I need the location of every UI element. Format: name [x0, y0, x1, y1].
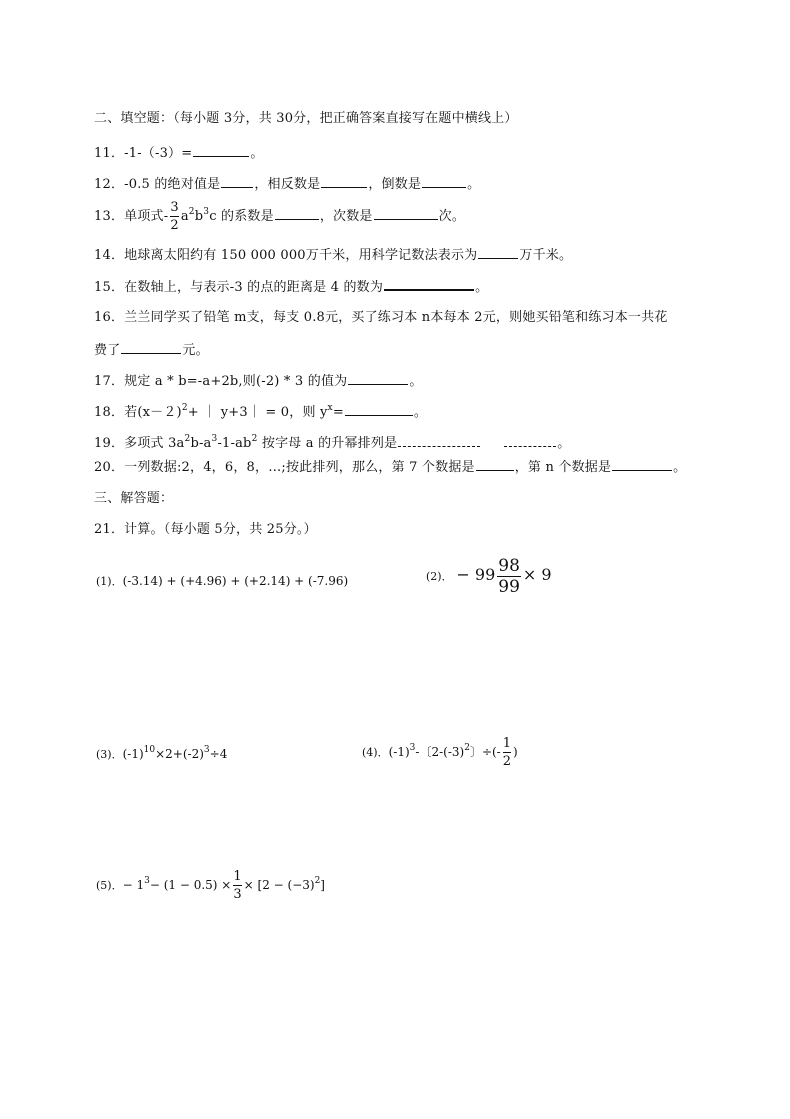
q13-e: ，次数是 — [319, 209, 373, 224]
answer-blank[interactable] — [193, 143, 249, 157]
problem-label: (3)． — [96, 748, 123, 761]
answer-blank[interactable] — [612, 457, 672, 471]
exponent: 2 — [184, 434, 191, 444]
q19-c: -1-ab — [217, 436, 252, 451]
question-15 — [94, 276, 488, 297]
exponent: 2 — [314, 876, 321, 886]
fraction-denominator: 99 — [498, 577, 520, 597]
answer-blank[interactable] — [345, 402, 413, 416]
problem-expression: (-3.14) + (+4.96) + (+2.14) + (-7.96) — [122, 574, 349, 588]
p4-d: ) — [513, 745, 518, 759]
problem-label: (2)． — [426, 570, 453, 583]
answer-blank[interactable] — [374, 206, 438, 220]
exponent: 2 — [464, 743, 470, 753]
exponent: 2 — [251, 434, 258, 444]
q13-end: 次。 — [438, 209, 466, 224]
question-17 — [94, 371, 423, 391]
question-16-line1: 16．兰兰同学买了铅笔 m支，每支 0.8元，买了练习本 n本每本 2元，则她买铅笔和练习本一共花 — [94, 310, 668, 325]
q13-d: c 的系数是 — [209, 209, 274, 224]
fraction-numerator: 3 — [170, 200, 179, 215]
p4-c: 〕÷(- — [469, 745, 501, 759]
q19-end: 。 — [557, 436, 571, 451]
answer-blank[interactable] — [348, 371, 408, 385]
q18-end: 。 — [413, 405, 428, 420]
q20-a: 20．一列数据:2，4，6，8，…;按此排列，那么，第 7 个数据是 — [94, 460, 475, 475]
q11-text: 11．-1-（-3）= — [94, 146, 193, 161]
answer-blank[interactable] — [398, 433, 480, 447]
q12-a: 12．-0.5 的绝对值是 — [94, 177, 221, 192]
coefficient-fraction — [170, 199, 178, 234]
answer-blank[interactable] — [384, 276, 474, 291]
p2-whole: − 99 — [456, 565, 496, 584]
p4-b: -〔2-(-3) — [415, 745, 465, 759]
fraction-numerator: 98 — [498, 556, 520, 576]
problem-4 — [362, 735, 518, 770]
answer-blank[interactable] — [275, 206, 319, 220]
fraction-denominator: 3 — [233, 887, 242, 902]
p2-multiplier: × 9 — [522, 565, 552, 584]
question-13 — [94, 199, 465, 234]
exponent: 3 — [203, 745, 210, 755]
p4-fraction — [503, 735, 511, 770]
p5-a: − 1 — [122, 878, 145, 892]
q18-a: 18．若(x－２) — [94, 405, 182, 420]
q17-a: 17．规定 a * b=-a+2b,则(-2) * 3 的值为 — [94, 374, 348, 389]
section2-heading: 二、填空题：（每小题 3分，共 30分，把正确答案直接写在题中横线上） — [94, 111, 518, 126]
q13-c: b — [194, 209, 204, 224]
p5-d: ] — [320, 878, 325, 892]
p2-fraction — [497, 556, 521, 597]
q16-end: 元。 — [182, 343, 209, 358]
question-11 — [94, 143, 264, 163]
q11-end: 。 — [250, 146, 264, 161]
p3-b: ×2+(-2) — [155, 747, 204, 761]
question-12 — [94, 174, 480, 194]
q18-c: = — [332, 405, 344, 420]
p5-b: − (1 − 0.5) × — [149, 878, 232, 892]
q12-c: ，倒数是 — [368, 177, 422, 192]
question-18 — [94, 402, 427, 422]
q19-d: 按字母 a 的升幂排列是 — [257, 436, 398, 451]
q20-end: 。 — [673, 460, 687, 475]
q20-b: ，第 n 个数据是 — [514, 460, 612, 475]
p4-a: (-1) — [388, 745, 410, 759]
problem-5 — [96, 868, 325, 903]
problem-3 — [96, 745, 227, 764]
q12-end: 。 — [467, 177, 481, 192]
q16-line2a: 费了 — [94, 343, 121, 358]
q15-a: 15．在数轴上，与表示-3 的点的距离是 4 的数为 — [94, 280, 384, 295]
exponent: 3 — [211, 434, 218, 444]
question-20 — [94, 457, 686, 477]
answer-blank[interactable] — [504, 433, 556, 447]
p3-c: ÷4 — [209, 747, 228, 761]
p3-a: (-1) — [122, 747, 144, 761]
answer-blank[interactable] — [321, 174, 367, 188]
q19-b: b-a — [190, 436, 212, 451]
exponent: 3 — [409, 743, 416, 753]
question-16-line2 — [94, 340, 209, 360]
q13-b: a — [180, 209, 189, 224]
fraction-numerator: 1 — [233, 869, 242, 884]
p5-c: × [2 − (−3) — [243, 878, 315, 892]
q14-end: 万千米。 — [519, 248, 573, 263]
answer-blank[interactable] — [121, 340, 181, 354]
question-19 — [94, 433, 570, 453]
question-21: 21．计算。（每小题 5分，共 25分。） — [94, 522, 317, 537]
p5-fraction — [233, 868, 241, 903]
exponent: 10 — [143, 745, 156, 755]
problem-label: (5)． — [96, 879, 123, 892]
q15-end: 。 — [475, 280, 489, 295]
q17-end: 。 — [409, 374, 423, 389]
answer-blank[interactable] — [478, 245, 518, 259]
question-14 — [94, 245, 572, 265]
problem-label: (4)． — [362, 746, 389, 759]
q18-b: + ｜ y+3｜ = 0，则 y — [187, 405, 328, 420]
fraction-denominator: 2 — [170, 218, 179, 233]
q13-a: 13．单项式- — [94, 209, 169, 224]
problem-1 — [96, 572, 348, 591]
exponent: 3 — [144, 876, 150, 886]
answer-blank[interactable] — [476, 457, 514, 471]
q12-b: ，相反数是 — [254, 177, 321, 192]
q19-a: 19．多项式 3a — [94, 436, 185, 451]
exponent: 2 — [188, 207, 195, 217]
problem-2 — [426, 556, 552, 597]
exponent: x — [327, 403, 333, 413]
answer-blank[interactable] — [422, 174, 466, 188]
answer-blank[interactable] — [221, 174, 253, 188]
exponent: 2 — [181, 403, 188, 413]
fraction-numerator: 1 — [502, 736, 512, 751]
section3-heading: 三、解答题： — [94, 491, 174, 506]
fraction-denominator: 2 — [502, 754, 512, 769]
problem-label: (1)． — [96, 575, 123, 588]
exponent: 3 — [203, 207, 210, 217]
q14-a: 14．地球离太阳约有 150 000 000万千米，用科学记数法表示为 — [94, 248, 478, 263]
